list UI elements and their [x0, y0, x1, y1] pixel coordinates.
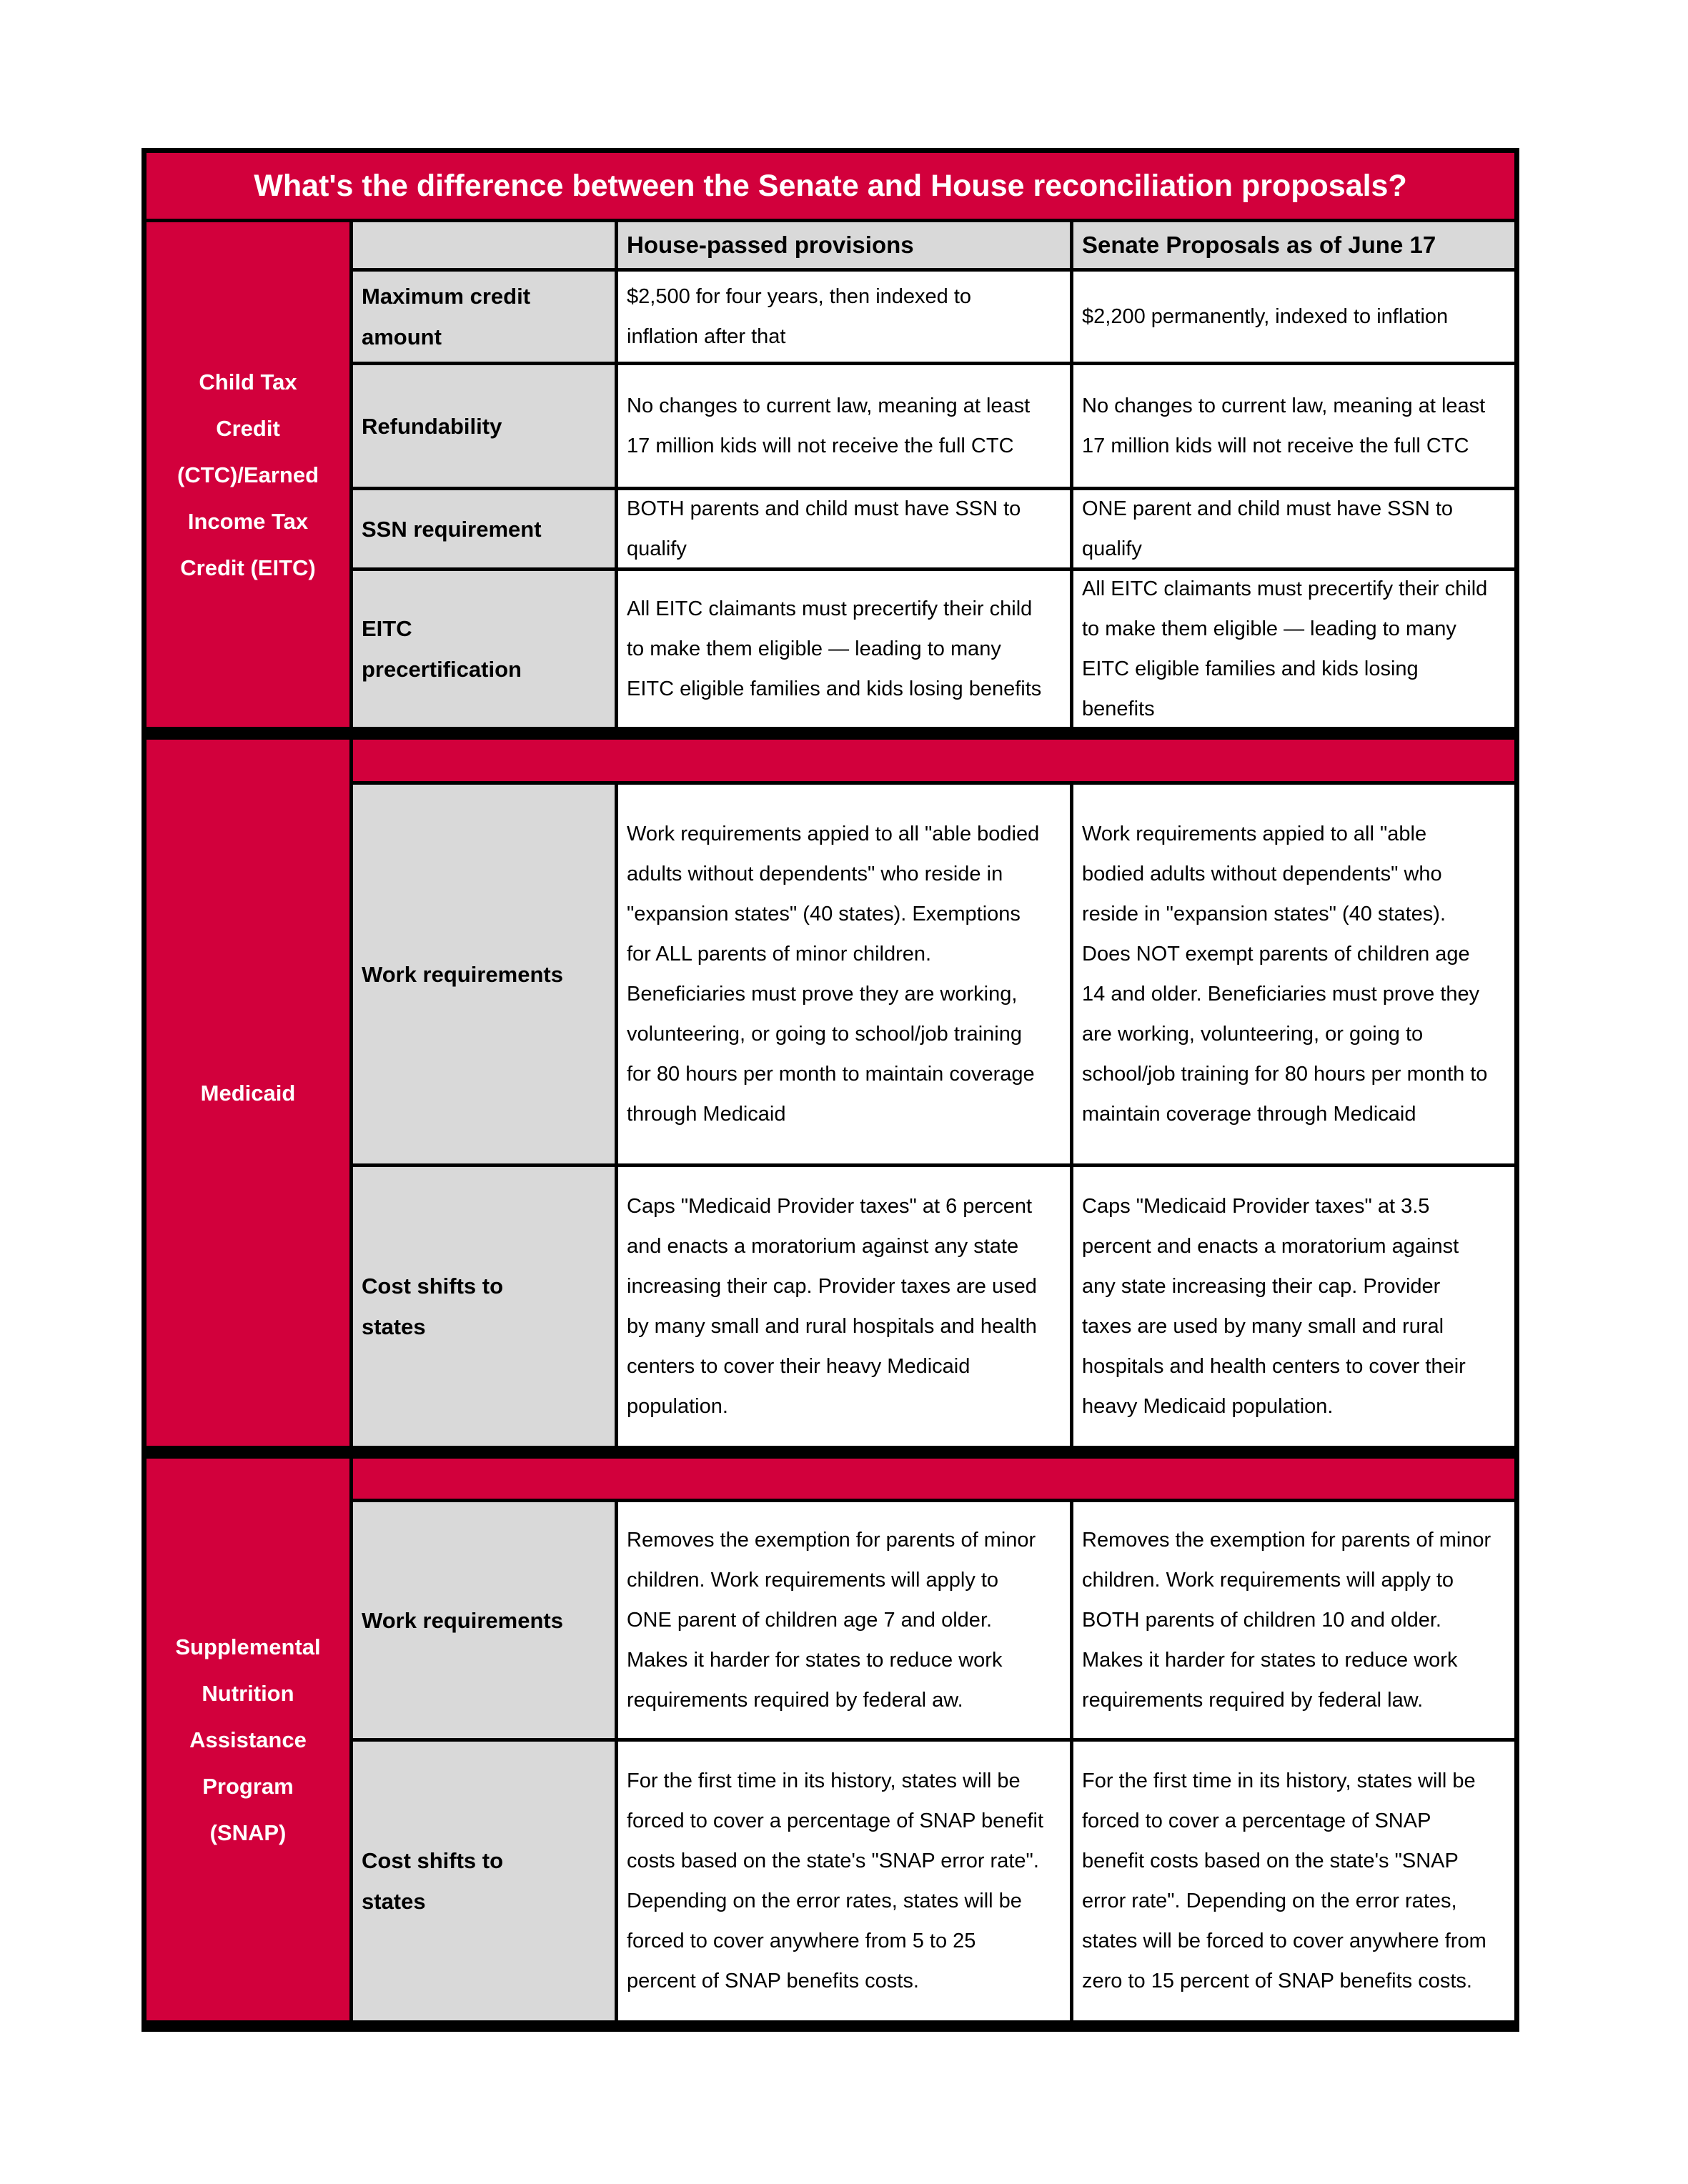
cell-senate-medicaid-cost-shifts: Caps "Medicaid Provider taxes" at 3.5 percent and enacts a moratorium against any state increasing their cap. Provider taxes are used by many small and rural hospitals and health centers to cover their heavy Medicaid population.	[1073, 1167, 1514, 1446]
row-label-snap-work-requirements: Work requirements	[353, 1502, 615, 1738]
cell-house-eitc-precertification: All EITC claimants must precertify their child to make them eligible — leading to many EITC eligible families and kids losing benefits	[618, 571, 1070, 727]
row-label-medicaid-cost-shifts: Cost shifts to states	[353, 1167, 615, 1446]
cell-house-maximum-credit-amount: $2,500 for four years, then indexed to inflation after that	[618, 272, 1070, 362]
section-band-snap	[353, 1459, 1514, 1499]
section-divider	[147, 1449, 1514, 1455]
column-header-house: House-passed provisions	[618, 222, 1070, 268]
cell-house-medicaid-cost-shifts: Caps "Medicaid Provider taxes" at 6 percent and enacts a moratorium against any state increasing their cap. Provider taxes are used by many small and rural hospitals and health centers to cover their heavy Medicaid population.	[618, 1167, 1070, 1446]
cell-senate-eitc-precertification: All EITC claimants must precertify their child to make them eligible — leading to many EITC eligible families and kids losing benefits	[1073, 571, 1514, 727]
group-cell-ctc-eitc: Child Tax Credit (CTC)/Earned Income Tax Credit (EITC)	[147, 222, 349, 727]
cell-house-refundability: No changes to current law, meaning at least 17 million kids will not receive the full CTC	[618, 365, 1070, 487]
cell-senate-ssn-requirement: ONE parent and child must have SSN to qualify	[1073, 490, 1514, 567]
cell-senate-snap-cost-shifts: For the first time in its history, states will be forced to cover a percentage of SNAP benefit costs based on the state's "SNAP error rate". Depending on the error rates, states will be forced to cover anywhere from zero to 15 percent of SNAP benefits costs.	[1073, 1742, 1514, 2020]
cell-senate-maximum-credit-amount: $2,200 permanently, indexed to inflation	[1073, 272, 1514, 362]
cell-senate-snap-work-requirements: Removes the exemption for parents of minor children. Work requirements will apply to BOTH parents of children 10 and older. Makes it harder for states to reduce work requirements required by federal law.	[1073, 1502, 1514, 1738]
cell-senate-refundability: No changes to current law, meaning at least 17 million kids will not receive the full CTC	[1073, 365, 1514, 487]
cell-house-ssn-requirement: BOTH parents and child must have SSN to qualify	[618, 490, 1070, 567]
group-cell-medicaid: Medicaid	[147, 740, 349, 1446]
row-label-medicaid-work-requirements: Work requirements	[353, 785, 615, 1163]
cell-house-snap-work-requirements: Removes the exemption for parents of minor children. Work requirements will apply to ONE parent of children age 7 and older. Makes it harder for states to reduce work requirements required by federal aw.	[618, 1502, 1070, 1738]
table-title: What's the difference between the Senate and House reconciliation proposals?	[147, 153, 1514, 219]
row-label-snap-cost-shifts: Cost shifts to states	[353, 1742, 615, 2020]
column-header-spacer	[353, 222, 615, 268]
section-divider	[147, 730, 1514, 736]
section-band-medicaid	[353, 740, 1514, 781]
row-label-maximum-credit-amount: Maximum credit amount	[353, 272, 615, 362]
group-cell-snap: Supplemental Nutrition Assistance Program (SNAP)	[147, 1459, 349, 2020]
comparison-table	[142, 148, 1519, 2032]
row-label-refundability: Refundability	[353, 365, 615, 487]
row-label-ssn-requirement: SSN requirement	[353, 490, 615, 567]
cell-senate-medicaid-work-requirements: Work requirements appied to all "able bodied adults without dependents" who reside in "expansion states" (40 states). Does NOT exempt parents of children age 14 and older. Beneficiaries must prove they are working, volunteering, or going to school/job training for 80 hours per month to maintain coverage through Medicaid	[1073, 785, 1514, 1163]
cell-house-medicaid-work-requirements: Work requirements appied to all "able bodied adults without dependents" who reside in "expansion states" (40 states). Exemptions for ALL parents of minor children. Beneficiaries must prove they are working, volunteering, or going to school/job training for 80 hours per month to maintain coverage through Medicaid	[618, 785, 1070, 1163]
row-label-eitc-precertification: EITC precertification	[353, 571, 615, 727]
column-header-senate: Senate Proposals as of June 17	[1073, 222, 1514, 268]
cell-house-snap-cost-shifts: For the first time in its history, states will be forced to cover a percentage of SNAP benefit costs based on the state's "SNAP error rate". Depending on the error rates, states will be forced to cover anywhere from 5 to 25 percent of SNAP benefits costs.	[618, 1742, 1070, 2020]
